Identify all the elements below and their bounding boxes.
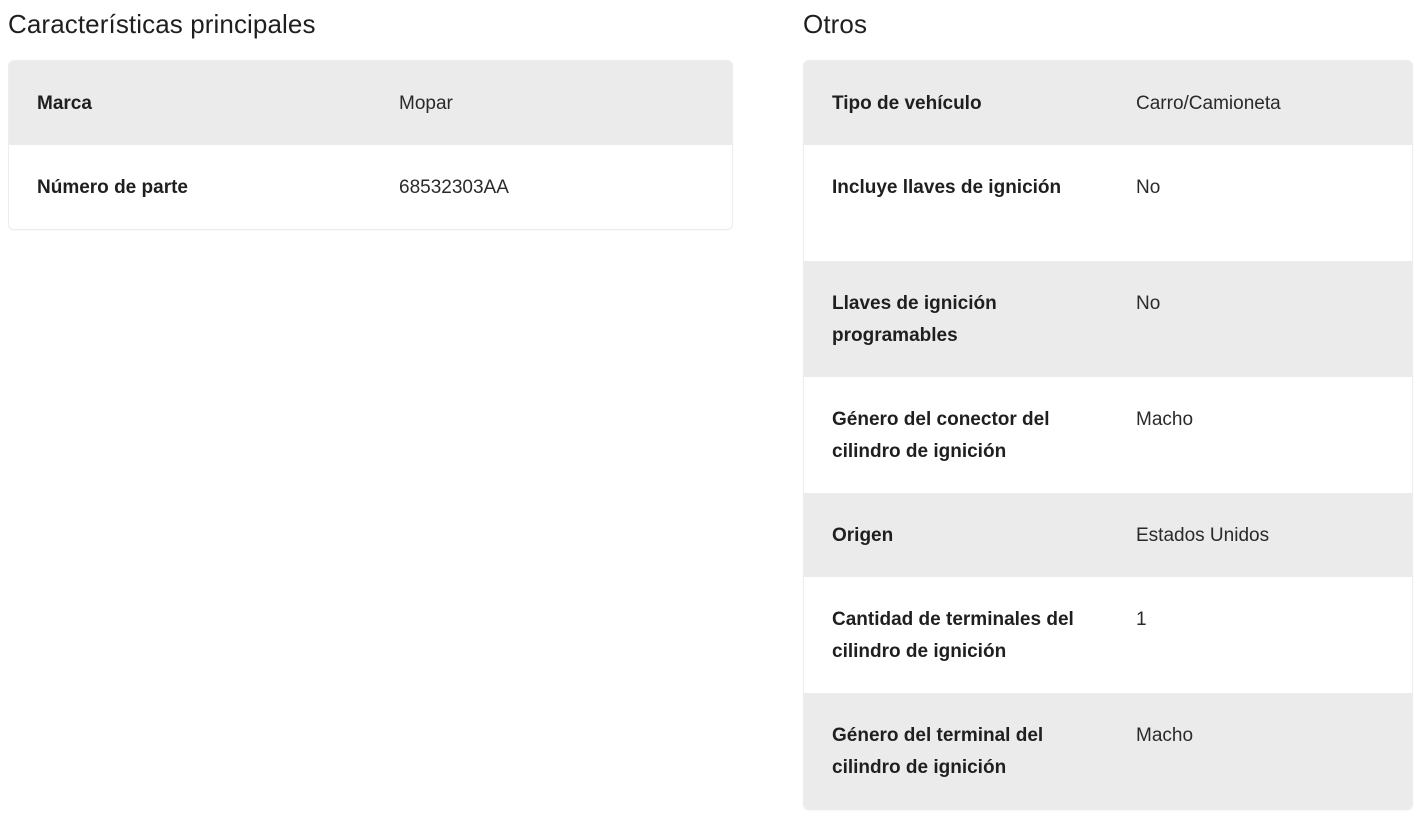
- spec-value: Mopar: [399, 93, 453, 114]
- table-row: [804, 693, 1412, 809]
- others-title: Otros: [803, 9, 868, 39]
- others-table: [803, 60, 1413, 810]
- spec-value: Carro/Camioneta: [1136, 93, 1281, 114]
- spec-value: Macho: [1136, 409, 1194, 430]
- table-row: [804, 493, 1412, 577]
- table-row: [9, 61, 732, 145]
- table-row: [804, 377, 1412, 493]
- spec-value: Macho: [1136, 725, 1194, 746]
- spec-label: Número de parte: [37, 177, 188, 198]
- spec-value: 1: [1136, 609, 1147, 630]
- spec-label: Género del conector del cilindro de ignición: [832, 409, 1050, 462]
- main-features-section: [8, 0, 733, 230]
- spec-value: 68532303AA: [399, 177, 509, 198]
- spec-value: Estados Unidos: [1136, 525, 1270, 546]
- table-row: [804, 261, 1412, 377]
- spec-label: Origen: [832, 525, 894, 546]
- others-section: [803, 0, 1413, 810]
- table-row: [804, 61, 1412, 145]
- spec-value: No: [1136, 293, 1161, 314]
- spec-label: Incluye llaves de ignición: [832, 177, 1062, 198]
- spec-label: Tipo de vehículo: [832, 93, 982, 114]
- spec-label: Género del terminal del cilindro de ignición: [832, 725, 1044, 778]
- spec-label: Marca: [37, 93, 92, 114]
- spec-value: No: [1136, 177, 1161, 198]
- spec-label: Cantidad de terminales del cilindro de ignición: [832, 609, 1074, 662]
- spec-label: Llaves de ignición programables: [832, 293, 997, 346]
- main-features-title: Características principales: [8, 9, 316, 39]
- table-row: [804, 145, 1412, 261]
- table-row: [804, 577, 1412, 693]
- main-features-table: [8, 60, 733, 230]
- table-row: [9, 145, 732, 229]
